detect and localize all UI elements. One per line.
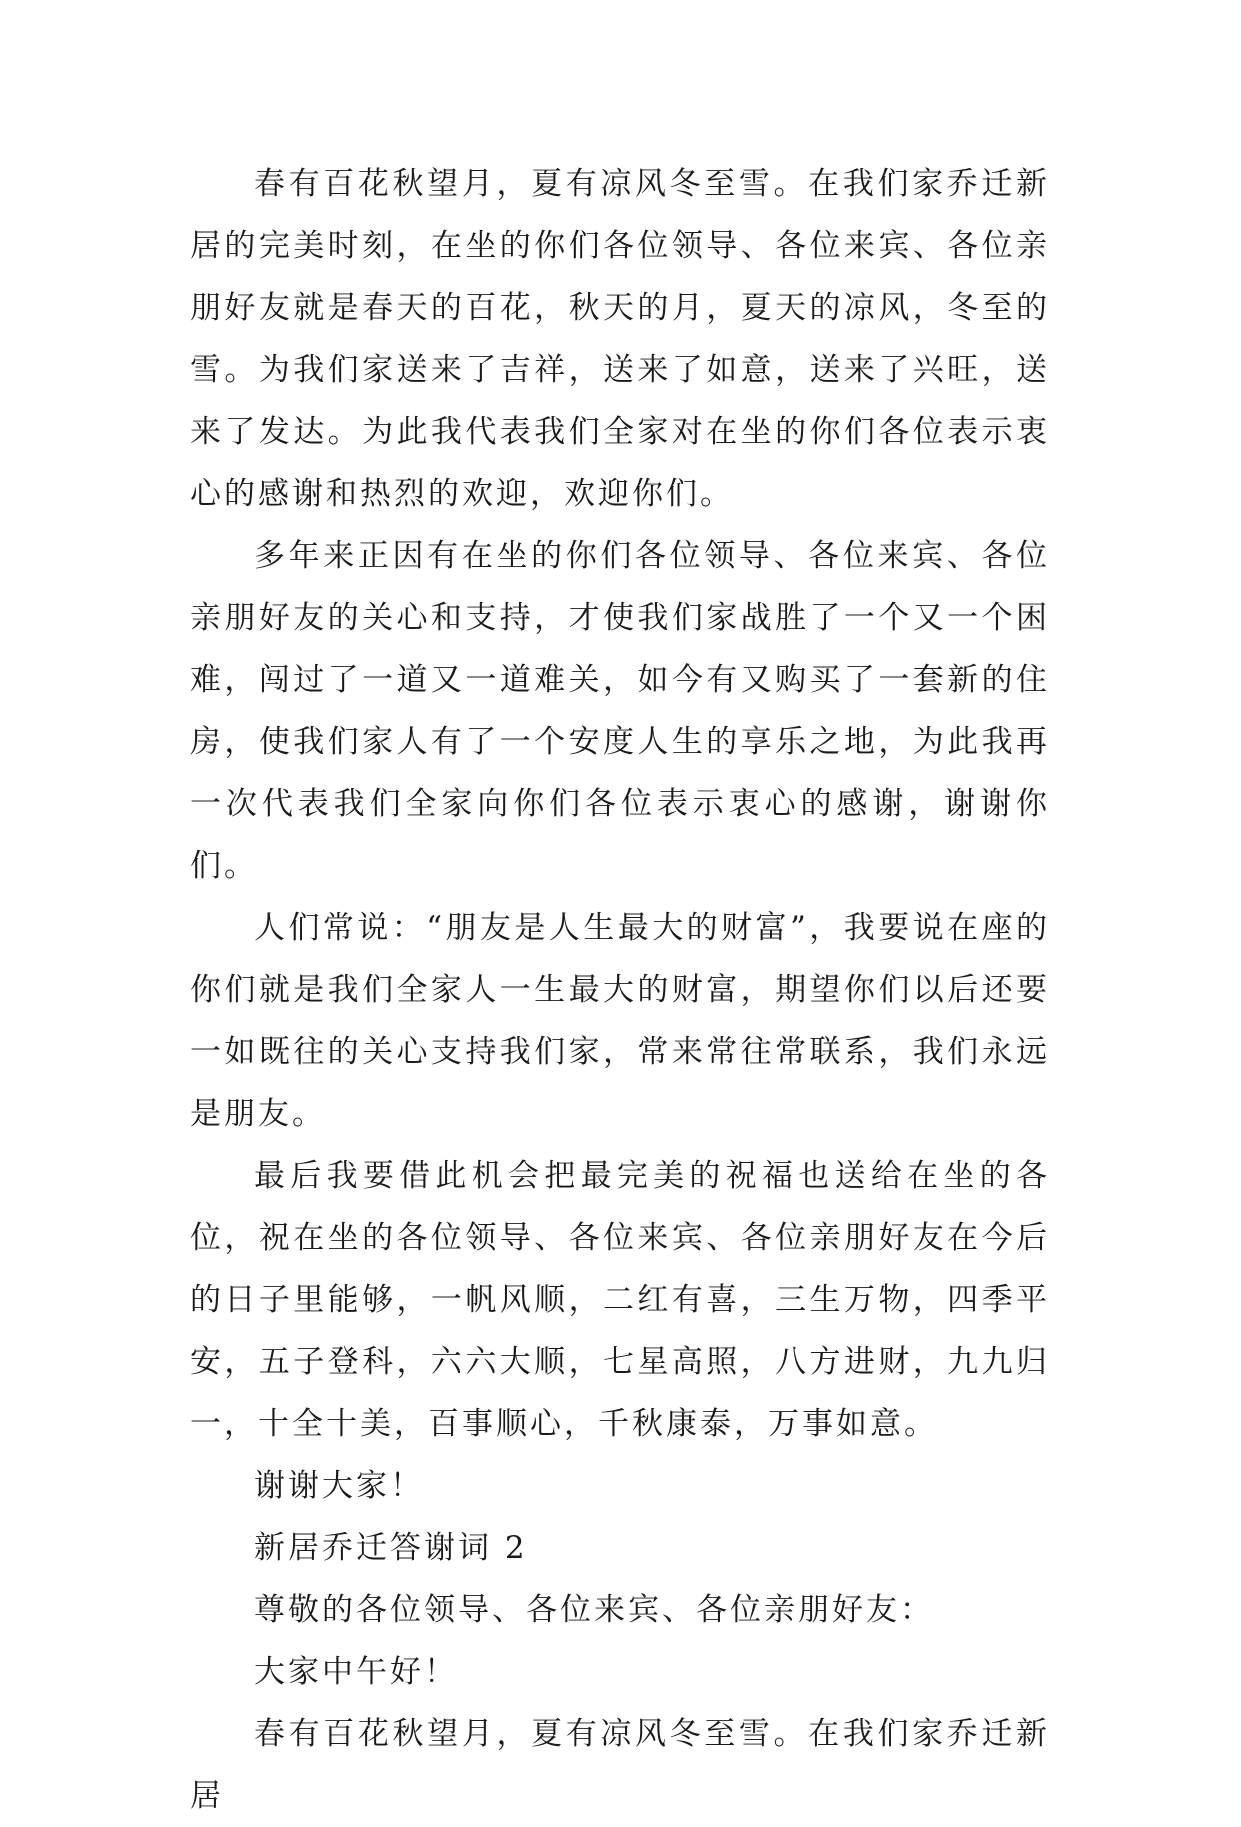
greeting: 大家中午好！ [254, 1654, 458, 1690]
salutation: 尊敬的各位领导、各位来宾、各位亲朋好友： [254, 1592, 934, 1628]
paragraph-5: 春有百花秋望月，夏有凉风冬至雪。在我们家乔迁新居 [190, 1716, 1050, 1814]
paragraph-4: 最后我要借此机会把最完美的祝福也送给在坐的各位，祝在坐的各位领导、各位来宾、各位亲朋好友在今后的日子里能够，一帆风顺，二红有喜，三生万物，四季平安，五子登科，六六大顺，七星高照，八方进财，九九归一，十全十美，百事顺心，千秋康泰，万事如意。 [190, 1158, 1050, 1442]
paragraph-2: 多年来正因有在坐的你们各位领导、各位来宾、各位亲朋好友的关心和支持，才使我们家战胜了一个又一个困难，闯过了一道又一道难关，如今有又购买了一套新的住房，使我们家人有了一个安度人生的享乐之地，为此我再一次代表我们全家向你们各位表示衷心的感谢，谢谢你们。 [190, 538, 1050, 884]
section-heading: 新居乔迁答谢词 2 [254, 1530, 528, 1566]
paragraph-3: 人们常说：“朋友是人生最大的财富”，我要说在座的你们就是我们全家人一生最大的财富，期望你们以后还要一如既往的关心支持我们家，常来常往常联系，我们永远是朋友。 [190, 910, 1050, 1132]
paragraph-1: 春有百花秋望月，夏有凉风冬至雪。在我们家乔迁新居的完美时刻，在坐的你们各位领导、各位来宾、各位亲朋好友就是春天的百花，秋天的月，夏天的凉风，冬至的雪。为我们家送来了吉祥，送来了如意，送来了兴旺，送来了发达。为此我代表我们全家对在坐的你们各位表示衷心的感谢和热烈的欢迎，欢迎你们。 [190, 166, 1050, 512]
closing-thanks: 谢谢大家！ [254, 1468, 424, 1504]
document-body [190, 153, 1050, 1827]
